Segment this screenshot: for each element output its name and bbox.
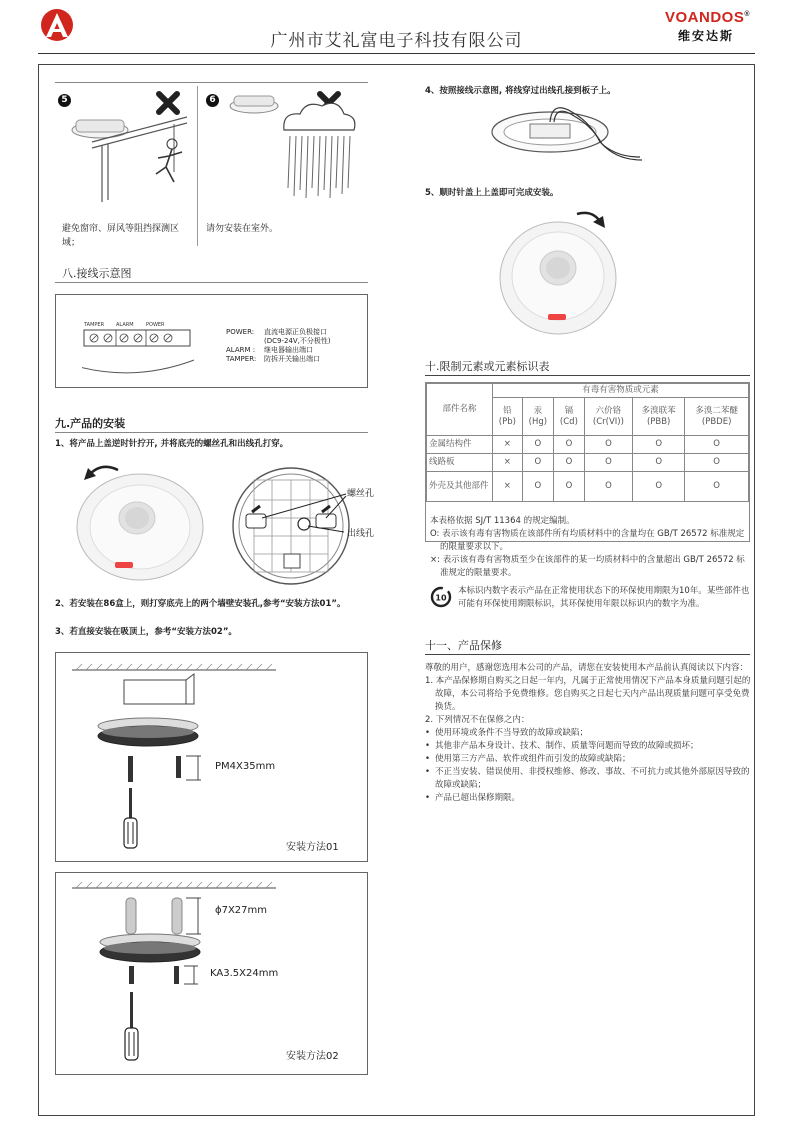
method02-screw-size: KA3.5X24mm bbox=[210, 968, 279, 979]
table-cell: O bbox=[584, 454, 632, 472]
legend-desc: 直流电源正负极接口 bbox=[264, 328, 327, 336]
table-cell: O bbox=[554, 454, 585, 472]
base-plate-view bbox=[226, 466, 356, 589]
legend-desc: (DC9-24V,不分极性) bbox=[264, 337, 331, 345]
col-header: 多溴联苯 (PBB) bbox=[633, 398, 685, 436]
col-header: 汞 (Hg) bbox=[522, 398, 553, 436]
col-header: 镉 (Cd) bbox=[554, 398, 585, 436]
wiring-legend bbox=[226, 328, 331, 364]
install-title: 九.产品的安装 bbox=[55, 417, 126, 430]
table-row bbox=[427, 436, 749, 454]
part-name: 金属结构件 bbox=[427, 436, 493, 454]
step6-number: 6 bbox=[206, 94, 219, 107]
list-item bbox=[425, 727, 752, 740]
step5-caption: 避免窗帘、屏风等阻挡探测区域； bbox=[62, 224, 180, 248]
table-cell: O bbox=[584, 472, 632, 502]
hazard-note2: O: 表示该有毒有害物质在该部件所有均质材料中的含量均在 GB/T 26572 标准规定的限量要求以下。 bbox=[430, 529, 745, 552]
install-step2: 2、若安装在86盒上，则打穿底壳上的两个墙壁安装孔,参考“安装方法01”。 bbox=[55, 599, 346, 609]
table-cell: O bbox=[685, 436, 749, 454]
warranty-p2: 2. 下列情况不在保修之内： bbox=[425, 715, 530, 725]
warranty-p1: 1. 本产品保修期自购买之日起一年内，凡属于正常使用情况下产品本身质量问题引起的故障，本公司将给予免费维修。您自购买之日起七天内产品出现质量问题可享受免费换货。 bbox=[425, 676, 751, 712]
bullet-mark: • bbox=[425, 741, 431, 751]
step5-illustration bbox=[62, 112, 192, 215]
warranty-intro: 尊敬的用户，感谢您选用本公司的产品，请您在安装使用本产品前认真阅读以下内容： bbox=[425, 663, 749, 673]
install-step3: 3、若直接安装在吸顶上，参考“安装方法02”。 bbox=[55, 627, 237, 637]
detector-closed-view bbox=[498, 218, 618, 339]
bullet-text: 其他非产品本身设计、技术、制作、质量等问题而导致的故障或损坏； bbox=[435, 741, 699, 751]
hazard-title-rule bbox=[425, 375, 750, 376]
bullet-text: 产品已超出保修期限。 bbox=[435, 793, 521, 803]
hazard-note4: 本标识内数字表示产品在正常使用状态下的环保使用期限为10年。某些部件也可能有环保使用期限标识，其环保使用年限以标识内的数字为准。 bbox=[458, 586, 750, 609]
table-cell: O bbox=[522, 472, 553, 502]
table-cell: × bbox=[493, 436, 523, 454]
hazard-title: 十.限制元素或元素标识表 bbox=[425, 360, 550, 373]
terminal-power: POWER bbox=[146, 322, 165, 328]
warranty-body bbox=[425, 662, 752, 805]
method01-screw-size: PM4X35mm bbox=[215, 761, 276, 772]
hazard-note1: 本表格依据 SJ/T 11364 的规定编制。 bbox=[430, 516, 575, 526]
legend-tamper bbox=[226, 355, 331, 364]
legend-alarm bbox=[226, 346, 331, 355]
bullet-text: 使用环境或条件不当导致的故障或缺陷； bbox=[435, 728, 589, 738]
step5-number: 5 bbox=[58, 94, 71, 107]
col-group-header: 有毒有害物质或元素 bbox=[493, 384, 749, 398]
table-cell: O bbox=[522, 454, 553, 472]
method02-label: 安装方法02 bbox=[286, 1051, 339, 1062]
install-title-rule bbox=[55, 432, 368, 433]
bullet-mark: • bbox=[425, 793, 431, 803]
legend-desc: 继电器输出端口 bbox=[264, 346, 313, 354]
table-cell: O bbox=[584, 436, 632, 454]
method02-anchor-size: ϕ7X27mm bbox=[215, 905, 268, 916]
detector-top-view bbox=[75, 472, 205, 585]
legend-key: POWER: bbox=[226, 328, 255, 336]
part-name: 外壳及其他部件 bbox=[427, 472, 493, 502]
header-divider bbox=[38, 53, 755, 54]
bullet-mark: • bbox=[425, 767, 431, 777]
brand-name-cn: 维安达斯 bbox=[678, 29, 735, 43]
install-step1: 1、将产品上盖逆时针拧开, 并将底壳的螺丝孔和出线孔打穿。 bbox=[55, 439, 289, 449]
warranty-title-rule bbox=[425, 654, 750, 655]
terminal-alarm: ALARM bbox=[116, 322, 134, 328]
legend-key: TAMPER: bbox=[226, 355, 257, 363]
step4-illustration bbox=[480, 102, 650, 175]
step-divider bbox=[197, 86, 198, 246]
bullet-mark: • bbox=[425, 728, 431, 738]
bullet-mark: • bbox=[425, 754, 431, 764]
table-cell: O bbox=[685, 454, 749, 472]
install-step5: 5、顺时针盖上上盖即可完成安装。 bbox=[425, 188, 559, 198]
list-item bbox=[425, 766, 752, 792]
wiring-title-rule bbox=[55, 282, 368, 283]
warranty-bullets bbox=[425, 727, 752, 805]
table-cell: × bbox=[493, 472, 523, 502]
table-cell: O bbox=[554, 472, 585, 502]
list-item bbox=[425, 753, 752, 766]
step6-caption: 请勿安装在室外。 bbox=[206, 224, 279, 234]
step6-illustration bbox=[222, 92, 362, 205]
wiring-title: 八.接线示意图 bbox=[62, 267, 132, 280]
col-header: 多溴二苯醚 (PBDE) bbox=[685, 398, 749, 436]
method01-label: 安装方法01 bbox=[286, 842, 339, 853]
table-cell: O bbox=[633, 436, 685, 454]
top-rule bbox=[55, 82, 368, 83]
warranty-title: 十一、产品保修 bbox=[425, 639, 502, 652]
legend-power bbox=[226, 328, 331, 337]
label-wire-hole: 出线孔 bbox=[347, 529, 375, 539]
table-cell: O bbox=[522, 436, 553, 454]
legend-power-note bbox=[226, 337, 331, 346]
terminal-tamper: TAMPER bbox=[84, 322, 105, 328]
brand-name: VOANDOS bbox=[665, 9, 745, 26]
bullet-text: 使用第三方产品、软件或组件而引发的故障或缺陷； bbox=[435, 754, 631, 764]
table-row bbox=[427, 454, 749, 472]
hazard-note3: ×: 表示该有毒有害物质至少在该部件的某一均质材料中的含量超出 GB/T 26572 标准规定的限量要求。 bbox=[430, 555, 745, 578]
table-row bbox=[427, 384, 749, 398]
registered-mark: ® bbox=[744, 11, 751, 18]
eco-number: 10 bbox=[435, 593, 447, 603]
part-name: 线路板 bbox=[427, 454, 493, 472]
legend-desc: 防拆开关输出端口 bbox=[264, 355, 320, 363]
col-part-header: 部件名称 bbox=[427, 384, 493, 436]
company-name: 广州市艾礼富电子科技有限公司 bbox=[270, 31, 523, 51]
table-cell: O bbox=[554, 436, 585, 454]
hazard-table bbox=[426, 383, 749, 502]
install-step4: 4、按照接线示意图, 将线穿过出线孔接到板子上。 bbox=[425, 86, 616, 96]
legend-key: ALARM : bbox=[226, 346, 256, 354]
eco-period-icon bbox=[430, 586, 452, 611]
col-header: 六价铬 (Cr(VI)) bbox=[584, 398, 632, 436]
list-item bbox=[425, 792, 752, 805]
col-header: 铅 (Pb) bbox=[493, 398, 523, 436]
brand-logo-text bbox=[665, 9, 750, 26]
table-cell: × bbox=[493, 454, 523, 472]
table-cell: O bbox=[685, 472, 749, 502]
table-cell: O bbox=[633, 454, 685, 472]
terminal-block bbox=[82, 320, 194, 383]
list-item bbox=[425, 740, 752, 753]
method01-illustration bbox=[66, 660, 286, 858]
table-row bbox=[427, 472, 749, 502]
table-cell: O bbox=[633, 472, 685, 502]
label-screw-hole: 螺丝孔 bbox=[347, 489, 375, 499]
bullet-text: 不正当安装、错误使用、非授权维修、修改、事故、不可抗力或其他外部原因导致的故障或缺陷； bbox=[435, 767, 750, 790]
